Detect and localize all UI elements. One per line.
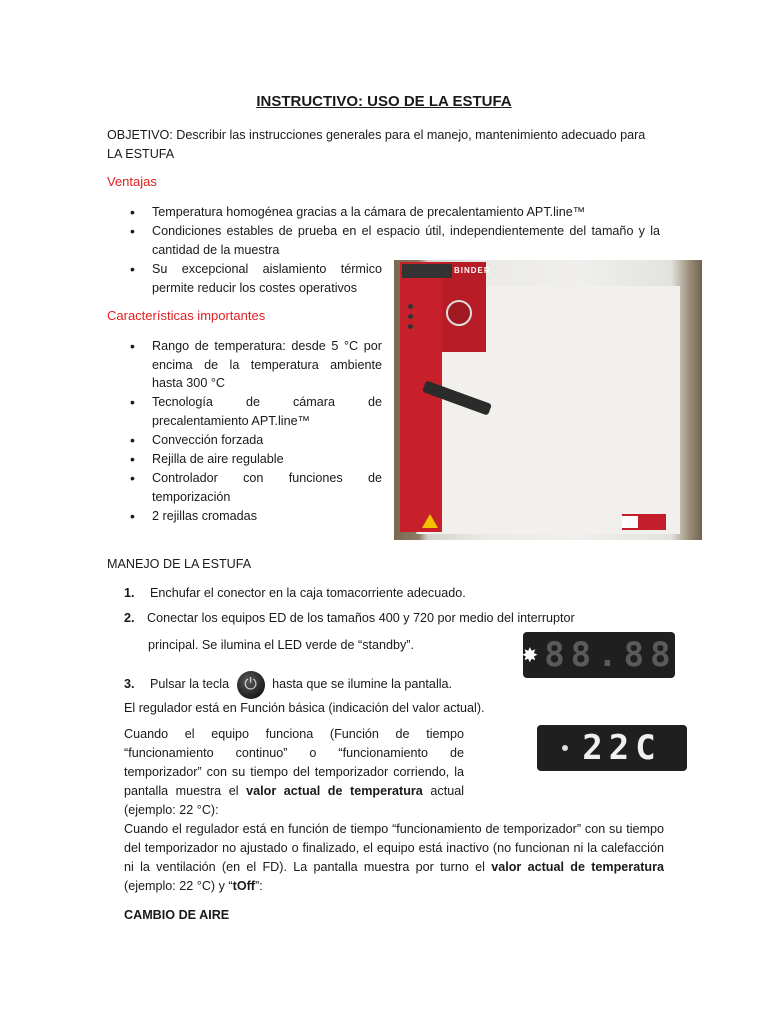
step-number: 2. [124,611,135,625]
list-item: • Rejilla de aire regulable [108,450,382,469]
oven-led [408,304,413,309]
indicator-dot [562,745,568,751]
led-display-standby [523,632,675,678]
cuando-1-end: actual (ejemplo: 22 °C): [124,784,465,817]
step-text: Pulsar la tecla [150,677,230,691]
page-title: INSTRUCTIVO: USO DE LA ESTUFA [256,93,512,110]
list-item: • Su excepcional aislamiento térmico permite reducir los costes operativos [108,260,382,297]
step-text: Conectar los equipos ED de los tamaños 400 y 720 por medio del interruptor [147,611,575,625]
cuando-2-toff: tOff [232,879,256,893]
led-display-temperature [537,725,687,771]
cuando-2-bold: valor actual de temperatura [491,860,665,874]
list-item: • Condiciones estables de prueba en el espacio útil, independientemente del tamaño y la cantidad de la muestra [108,222,660,259]
manejo-heading: MANEJO DE LA ESTUFA [107,557,252,571]
display-digits: 88.88 [544,635,677,675]
step-number: 3. [124,677,135,691]
step-2-cont: principal. Se ilumina el LED verde de “standby”. [148,638,414,652]
step-1 [124,584,644,603]
ventajas-heading: Ventajas [107,174,157,189]
list-item: • Rango de temperatura: desde 5 °C por encima de la temperatura ambiente hasta 300 °C [108,337,382,393]
oven-sticker [402,264,452,278]
standby-star-icon: ✸ [521,644,539,667]
step-2 [124,609,644,628]
cuando-1-text: Cuando el equipo funciona (Función de tiempo “funcionamiento continuo” o “funcionamiento de temporizador” con su tiempo del temporizador corriendo, la pantalla muestra el [124,727,464,798]
cuando-1-bold: valor actual de temperatura [246,784,423,798]
regulador-text: El regulador está en Función básica (indicación del valor actual). [124,701,485,715]
cuando-1 [124,725,464,820]
oven-dial [446,300,472,326]
cuando-2-mid: (ejemplo: 22 °C) y “ [124,879,233,893]
display-digits: 22C [582,728,662,768]
list-item: • Temperatura homogénea gracias a la cámara de precalentamiento APT.line™ [108,203,660,222]
list-item: • Controlador con funciones de temporización [108,469,382,506]
list-item: • 2 rejillas cromadas [108,507,382,526]
list-item: • Tecnología de cámara de precalentamiento APT.line™ [108,393,382,430]
step-text: hasta que se ilumine la pantalla. [272,677,453,691]
ventajas-list [108,203,660,260]
objetivo-text: OBJETIVO: Describir las instrucciones generales para el manejo, mantenimiento adecuado para LA ESTUFA [107,128,646,161]
oven-brand: BINDER [454,266,491,275]
cuando-2 [124,820,664,896]
cambio-heading: CAMBIO DE AIRE [124,908,230,922]
power-icon: ⏻ [237,671,265,699]
cuando-2-text: Cuando el regulador está en función de tiempo “funcionamiento de temporizador” con su tiempo del temporizador no ajustado o finalizado, el equipo está inactivo (no funcionan ni la calefacción ni la ventilación (en el FD). La pantalla muestra por turno el [124,822,664,874]
step-number: 1. [124,586,135,600]
oven-label-sticker [622,516,638,528]
oven-control-panel [400,262,442,532]
list-item: • Convección forzada [108,431,382,450]
oven-led [408,314,413,319]
warning-icon [422,514,438,528]
step-text: Enchufar el conector en la caja tomacorriente adecuado. [150,586,466,600]
caracteristicas-heading: Características importantes [107,308,266,323]
oven-photo [394,260,702,540]
caracteristicas-list [108,337,382,526]
oven-led [408,324,413,329]
step-3 [124,668,524,700]
ventajas-list-2 [108,260,382,298]
cuando-2-end: ”: [255,879,263,893]
